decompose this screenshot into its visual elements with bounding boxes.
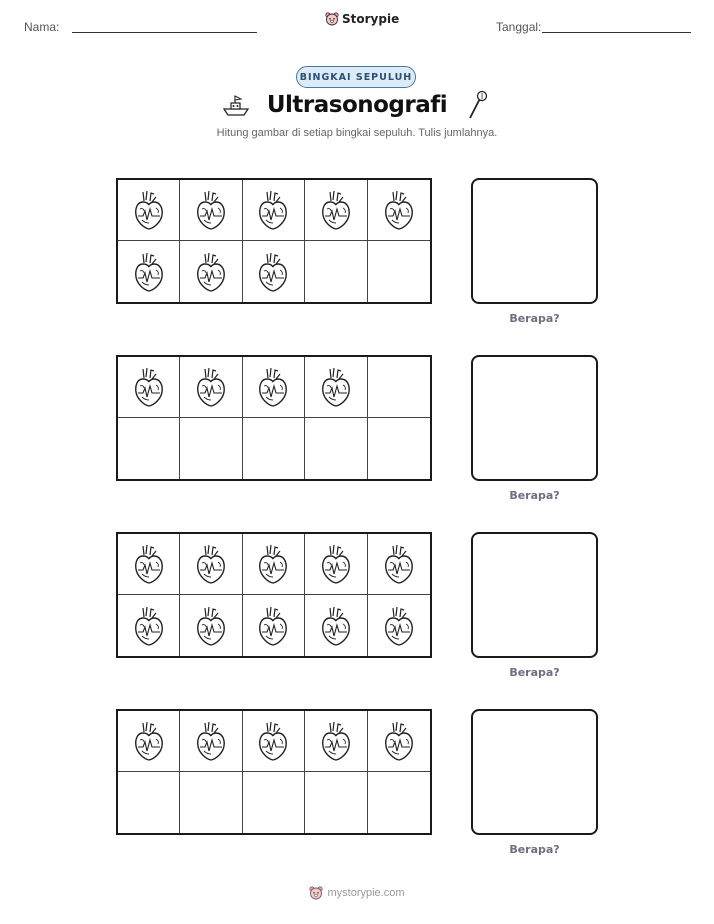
anatomical-heart-icon (382, 720, 416, 762)
instructions: Hitung gambar di setiap bingkai sepuluh. Tulis jumlahnya. (216, 127, 498, 139)
frame-cell (118, 534, 180, 595)
anatomical-heart-icon (194, 189, 228, 231)
frame-cell (368, 241, 430, 302)
anatomical-heart-icon (132, 720, 166, 762)
brand-logo (325, 12, 399, 26)
frame-cell (368, 357, 430, 418)
answer-prompt: Berapa? (509, 312, 560, 325)
anatomical-heart-icon (319, 605, 353, 647)
frame-cell (118, 418, 180, 479)
ten-frame (116, 532, 432, 658)
anatomical-heart-icon (194, 605, 228, 647)
frame-cell (305, 241, 367, 302)
frame-cell (305, 534, 367, 595)
anatomical-heart-icon (319, 189, 353, 231)
name-label: Nama: (24, 20, 60, 34)
footer-url: mystorypie.com (327, 887, 405, 899)
frame-cell (180, 772, 242, 833)
ten-frame-row-2 (0, 355, 714, 515)
anatomical-heart-icon (132, 366, 166, 408)
anatomical-heart-icon (319, 720, 353, 762)
ten-frame (116, 709, 432, 835)
ten-frame-row-1 (0, 178, 714, 338)
anatomical-heart-icon (256, 189, 290, 231)
anatomical-heart-icon (132, 605, 166, 647)
frame-cell (368, 595, 430, 656)
answer-prompt: Berapa? (509, 843, 560, 856)
brand-name: Storypie (342, 12, 400, 26)
footer (0, 886, 714, 900)
frame-cell (118, 711, 180, 772)
frame-cell (368, 772, 430, 833)
frame-cell (243, 534, 305, 595)
frame-cell (180, 418, 242, 479)
anatomical-heart-icon (256, 720, 290, 762)
page-title: Ultrasonografi (266, 92, 448, 118)
frame-cell (243, 711, 305, 772)
ultrasound-probe-icon (466, 90, 490, 122)
anatomical-heart-icon (132, 251, 166, 293)
frame-cell (118, 595, 180, 656)
bear-logo-icon (309, 886, 323, 900)
anatomical-heart-icon (382, 605, 416, 647)
anatomical-heart-icon (194, 543, 228, 585)
frame-cell (180, 534, 242, 595)
anatomical-heart-icon (256, 605, 290, 647)
frame-cell (305, 772, 367, 833)
frame-cell (305, 418, 367, 479)
frame-cell (305, 711, 367, 772)
frame-cell (368, 534, 430, 595)
anatomical-heart-icon (319, 543, 353, 585)
ten-frame-row-3 (0, 532, 714, 692)
anatomical-heart-icon (256, 251, 290, 293)
bear-logo-icon (325, 12, 339, 26)
anatomical-heart-icon (194, 251, 228, 293)
frame-cell (305, 357, 367, 418)
frame-cell (368, 711, 430, 772)
date-line[interactable] (542, 32, 691, 33)
anatomical-heart-icon (382, 543, 416, 585)
anatomical-heart-icon (132, 189, 166, 231)
frame-cell (243, 241, 305, 302)
anatomical-heart-icon (256, 366, 290, 408)
frame-cell (243, 418, 305, 479)
frame-cell (180, 595, 242, 656)
frame-cell (243, 595, 305, 656)
answer-box[interactable] (471, 709, 598, 835)
ten-frame (116, 355, 432, 481)
anatomical-heart-icon (194, 366, 228, 408)
answer-box[interactable] (471, 532, 598, 658)
frame-cell (368, 418, 430, 479)
frame-cell (118, 772, 180, 833)
answer-box[interactable] (471, 355, 598, 481)
anatomical-heart-icon (132, 543, 166, 585)
frame-cell (180, 357, 242, 418)
frame-cell (118, 357, 180, 418)
frame-cell (180, 241, 242, 302)
frame-cell (305, 180, 367, 241)
frame-cell (118, 180, 180, 241)
answer-box[interactable] (471, 178, 598, 304)
frame-cell (305, 595, 367, 656)
frame-cell (368, 180, 430, 241)
frame-cell (243, 357, 305, 418)
answer-prompt: Berapa? (509, 666, 560, 679)
frame-cell (180, 711, 242, 772)
worksheet-type-badge: BINGKAI SEPULUH (296, 66, 416, 88)
frame-cell (243, 180, 305, 241)
anatomical-heart-icon (256, 543, 290, 585)
anatomical-heart-icon (382, 189, 416, 231)
ten-frame (116, 178, 432, 304)
frame-cell (180, 180, 242, 241)
answer-prompt: Berapa? (509, 489, 560, 502)
date-label: Tanggal: (496, 20, 542, 34)
anatomical-heart-icon (194, 720, 228, 762)
anatomical-heart-icon (319, 366, 353, 408)
frame-cell (118, 241, 180, 302)
boat-icon (222, 94, 250, 118)
ten-frame-row-4 (0, 709, 714, 869)
name-line[interactable] (72, 32, 257, 33)
frame-cell (243, 772, 305, 833)
